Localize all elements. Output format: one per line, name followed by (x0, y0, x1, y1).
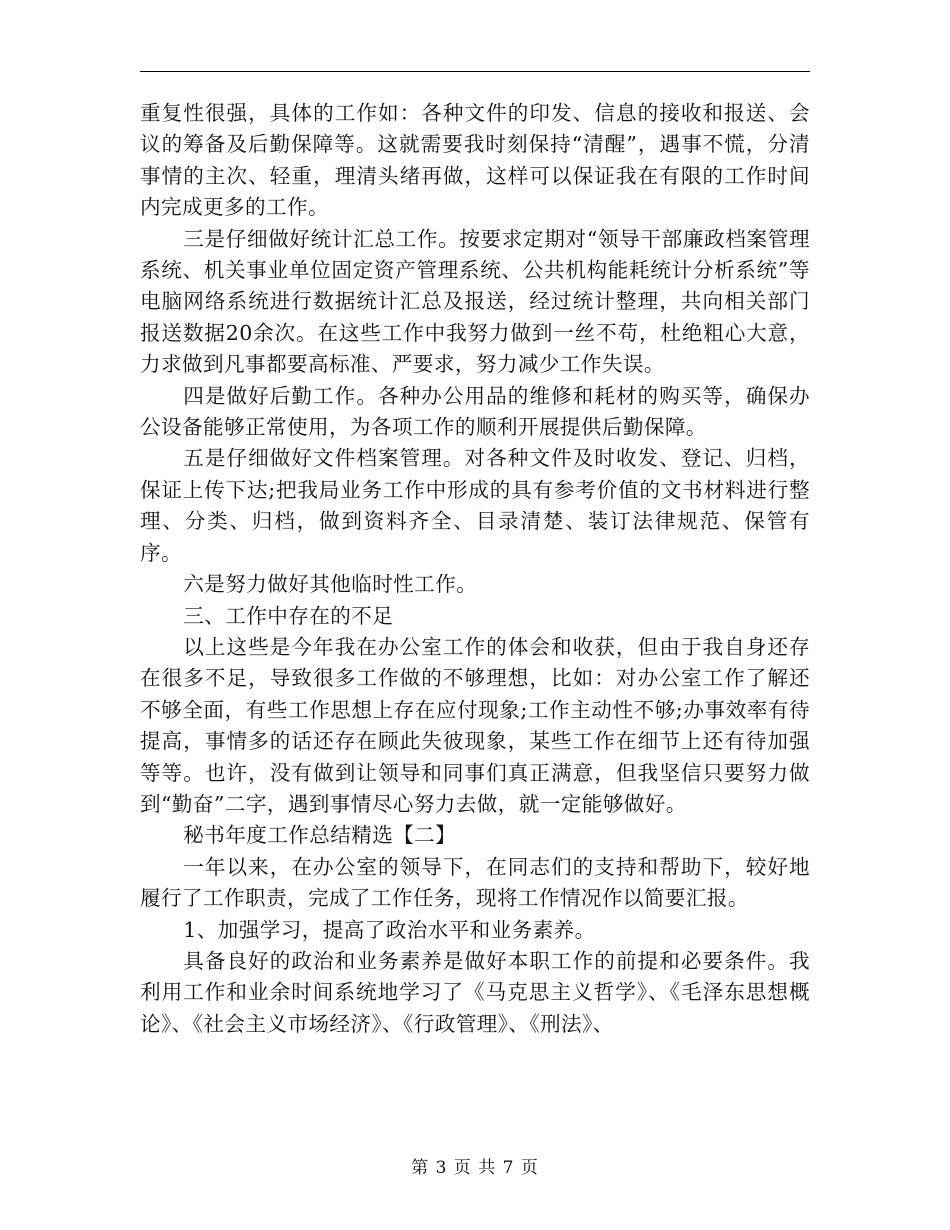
paragraph: 六是努力做好其他临时性工作。 (183, 572, 478, 597)
paragraph: 一年以来，在办公室的领导下，在同志们的支持和帮助下，较好地履行了工作职责，完成了工作任务，现将工作情况作以简要汇报。 (140, 854, 810, 911)
paragraph: 具备良好的政治和业务素养是做好本职工作的前提和必要条件。我利用工作和业余时间系统地学习了《马克思主义哲学》、《毛泽东思想概论》、《社会主义市场经济》、《行政管理》、《刑法》、 (140, 948, 810, 1036)
paragraph: 重复性很强，具体的工作如：各种文件的印发、信息的接收和报送、会议的筹备及后勤保障等。这就需要我时刻保持“清醒”，遇事不慌，分清事情的主次、轻重，理清头绪再做，这样可以保证我在有限的工作时间内完成更多的工作。 (140, 101, 810, 220)
paragraph: 以上这些是今年我在办公室工作的体会和收获，但由于我自身还存在很多不足，导致很多工作做的不够理想，比如：对办公室工作了解还不够全面，有些工作思想上存在应付现象;工作主动性不够;办事效率有待提高，事情多的话还存在顾此失彼现象，某些工作在细节上还有待加强等等。也许，没有做到让领导和同事们真正满意，但我坚信只要努力做到“勤奋”二字，遇到事情尽心努力去做，就一定能够做好。 (140, 634, 810, 816)
subsection-heading: 1、加强学习，提高了政治水平和业务素养。 (183, 917, 596, 942)
body-text (140, 98, 810, 1040)
section-heading: 三、工作中存在的不足 (183, 603, 394, 628)
paragraph: 四是做好后勤工作。各种办公用品的维修和耗材的购买等，确保办公设备能够正常使用，为各项工作的顺利开展提供后勤保障。 (140, 383, 810, 440)
section-title: 秘书年度工作总结精选【二】 (183, 823, 457, 848)
paragraph: 三是仔细做好统计汇总工作。按要求定期对“领导干部廉政档案管理系统、机关事业单位固定资产管理系统、公共机构能耗统计分析系统”等电脑网络系统进行数据统计汇总及报送，经过统计整理，共向相关部门报送数据20余次。在这些工作中我努力做到一丝不苟，杜绝粗心大意，力求做到凡事都要高标准、严要求，努力减少工作失误。 (140, 226, 810, 377)
header-rule (140, 71, 810, 72)
paragraph: 五是仔细做好文件档案管理。对各种文件及时收发、登记、归档，保证上传下达;把我局业务工作中形成的具有参考价值的文书材料进行整理、分类、归档，做到资料齐全、目录清楚、装订法律规范、保管有序。 (140, 446, 810, 565)
page-number-footer: 第 3 页 共 7 页 (411, 1158, 539, 1178)
